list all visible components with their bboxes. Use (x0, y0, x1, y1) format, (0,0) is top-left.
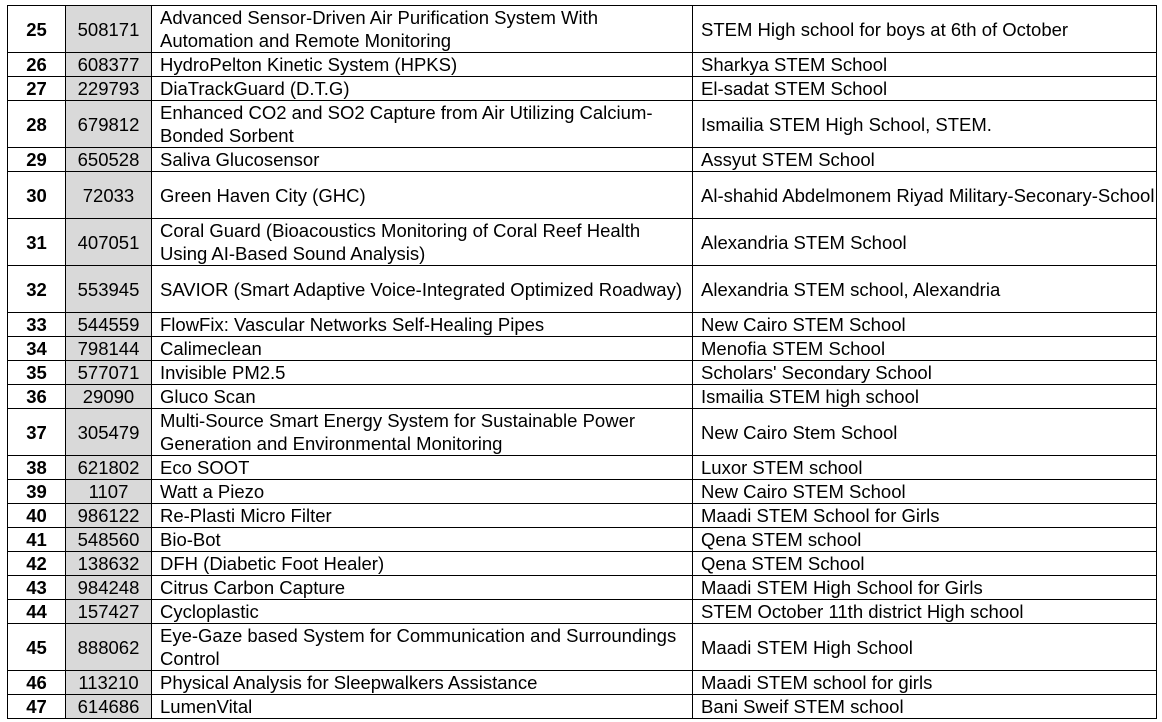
project-code-cell: 113210 (66, 671, 152, 695)
project-code-cell: 508171 (66, 6, 152, 53)
row-number-cell: 39 (8, 480, 66, 504)
table-row (8, 671, 1157, 695)
table-row (8, 552, 1157, 576)
project-code-cell: 650528 (66, 148, 152, 172)
school-name-cell: Alexandria STEM school, Alexandria (693, 266, 1157, 313)
school-name-cell: Maadi STEM school for girls (693, 671, 1157, 695)
table-row (8, 148, 1157, 172)
project-code-cell: 407051 (66, 219, 152, 266)
school-name-cell: Alexandria STEM School (693, 219, 1157, 266)
project-title-cell: Invisible PM2.5 (152, 361, 693, 385)
project-title-cell: DFH (Diabetic Foot Healer) (152, 552, 693, 576)
row-number-cell: 36 (8, 385, 66, 409)
school-name-cell: Maadi STEM High School (693, 624, 1157, 671)
project-title-cell: SAVIOR (Smart Adaptive Voice-Integrated Optimized Roadway) (152, 266, 693, 313)
school-name-cell: Menofia STEM School (693, 337, 1157, 361)
row-number-cell: 41 (8, 528, 66, 552)
table-row (8, 53, 1157, 77)
row-number-cell: 44 (8, 600, 66, 624)
project-title-cell: Advanced Sensor-Driven Air Purification System With Automation and Remote Monitoring (152, 6, 693, 53)
school-name-cell: Maadi STEM High School for Girls (693, 576, 1157, 600)
row-number-cell: 34 (8, 337, 66, 361)
project-title-cell: DiaTrackGuard (D.T.G) (152, 77, 693, 101)
row-number-cell: 29 (8, 148, 66, 172)
row-number-cell: 38 (8, 456, 66, 480)
table-row (8, 266, 1157, 313)
table-row (8, 576, 1157, 600)
school-name-cell: STEM October 11th district High school (693, 600, 1157, 624)
project-title-cell: Calimeclean (152, 337, 693, 361)
table-row (8, 600, 1157, 624)
table-row (8, 101, 1157, 148)
table-row (8, 313, 1157, 337)
row-number-cell: 28 (8, 101, 66, 148)
project-code-cell: 544559 (66, 313, 152, 337)
project-title-cell: LumenVital (152, 695, 693, 719)
school-name-cell: New Cairo STEM School (693, 480, 1157, 504)
project-title-cell: Enhanced CO2 and SO2 Capture from Air Utilizing Calcium-Bonded Sorbent (152, 101, 693, 148)
project-code-cell: 138632 (66, 552, 152, 576)
project-code-cell: 577071 (66, 361, 152, 385)
row-number-cell: 37 (8, 409, 66, 456)
school-name-cell: Qena STEM School (693, 552, 1157, 576)
table-row (8, 504, 1157, 528)
row-number-cell: 33 (8, 313, 66, 337)
table-row (8, 456, 1157, 480)
project-title-cell: Green Haven City (GHC) (152, 172, 693, 219)
project-code-cell: 1107 (66, 480, 152, 504)
project-title-cell: FlowFix: Vascular Networks Self-Healing Pipes (152, 313, 693, 337)
project-title-cell: Eye-Gaze based System for Communication and Surroundings Control (152, 624, 693, 671)
project-title-cell: Re-Plasti Micro Filter (152, 504, 693, 528)
row-number-cell: 42 (8, 552, 66, 576)
project-title-cell: Bio-Bot (152, 528, 693, 552)
school-name-cell: Bani Sweif STEM school (693, 695, 1157, 719)
school-name-cell: STEM High school for boys at 6th of October (693, 6, 1157, 53)
row-number-cell: 32 (8, 266, 66, 313)
project-title-cell: Coral Guard (Bioacoustics Monitoring of Coral Reef Health Using AI-Based Sound Analysis) (152, 219, 693, 266)
project-title-cell: Eco SOOT (152, 456, 693, 480)
table-row (8, 385, 1157, 409)
project-code-cell: 29090 (66, 385, 152, 409)
table-row (8, 219, 1157, 266)
project-title-cell: Physical Analysis for Sleepwalkers Assistance (152, 671, 693, 695)
project-code-cell: 679812 (66, 101, 152, 148)
table-row (8, 361, 1157, 385)
school-name-cell: Maadi STEM School for Girls (693, 504, 1157, 528)
project-title-cell: Gluco Scan (152, 385, 693, 409)
school-name-cell: New Cairo Stem School (693, 409, 1157, 456)
project-code-cell: 72033 (66, 172, 152, 219)
projects-table (7, 5, 1157, 719)
table-row (8, 77, 1157, 101)
table-row (8, 172, 1157, 219)
table-row (8, 624, 1157, 671)
project-code-cell: 614686 (66, 695, 152, 719)
school-name-cell: Sharkya STEM School (693, 53, 1157, 77)
school-name-cell: Qena STEM school (693, 528, 1157, 552)
project-code-cell: 553945 (66, 266, 152, 313)
row-number-cell: 46 (8, 671, 66, 695)
row-number-cell: 40 (8, 504, 66, 528)
row-number-cell: 25 (8, 6, 66, 53)
project-code-cell: 157427 (66, 600, 152, 624)
project-code-cell: 984248 (66, 576, 152, 600)
project-title-cell: Multi-Source Smart Energy System for Sustainable Power Generation and Environmental Monitoring (152, 409, 693, 456)
project-code-cell: 621802 (66, 456, 152, 480)
school-name-cell: Al-shahid Abdelmonem Riyad Military-Seconary-School (693, 172, 1157, 219)
project-title-cell: Citrus Carbon Capture (152, 576, 693, 600)
row-number-cell: 45 (8, 624, 66, 671)
row-number-cell: 35 (8, 361, 66, 385)
row-number-cell: 47 (8, 695, 66, 719)
row-number-cell: 31 (8, 219, 66, 266)
project-title-cell: Watt a Piezo (152, 480, 693, 504)
school-name-cell: New Cairo STEM School (693, 313, 1157, 337)
table-row (8, 337, 1157, 361)
table-row (8, 409, 1157, 456)
row-number-cell: 27 (8, 77, 66, 101)
row-number-cell: 30 (8, 172, 66, 219)
school-name-cell: Ismailia STEM high school (693, 385, 1157, 409)
school-name-cell: El-sadat STEM School (693, 77, 1157, 101)
project-code-cell: 798144 (66, 337, 152, 361)
project-code-cell: 548560 (66, 528, 152, 552)
table-row (8, 6, 1157, 53)
project-code-cell: 305479 (66, 409, 152, 456)
table-row (8, 528, 1157, 552)
school-name-cell: Assyut STEM School (693, 148, 1157, 172)
project-title-cell: HydroPelton Kinetic System (HPKS) (152, 53, 693, 77)
school-name-cell: Scholars' Secondary School (693, 361, 1157, 385)
school-name-cell: Ismailia STEM High School, STEM. (693, 101, 1157, 148)
project-title-cell: Saliva Glucosensor (152, 148, 693, 172)
project-title-cell: Cycloplastic (152, 600, 693, 624)
table-row (8, 480, 1157, 504)
project-code-cell: 229793 (66, 77, 152, 101)
project-code-cell: 608377 (66, 53, 152, 77)
school-name-cell: Luxor STEM school (693, 456, 1157, 480)
projects-table-body (8, 6, 1157, 719)
project-code-cell: 888062 (66, 624, 152, 671)
table-row (8, 695, 1157, 719)
row-number-cell: 43 (8, 576, 66, 600)
project-code-cell: 986122 (66, 504, 152, 528)
row-number-cell: 26 (8, 53, 66, 77)
